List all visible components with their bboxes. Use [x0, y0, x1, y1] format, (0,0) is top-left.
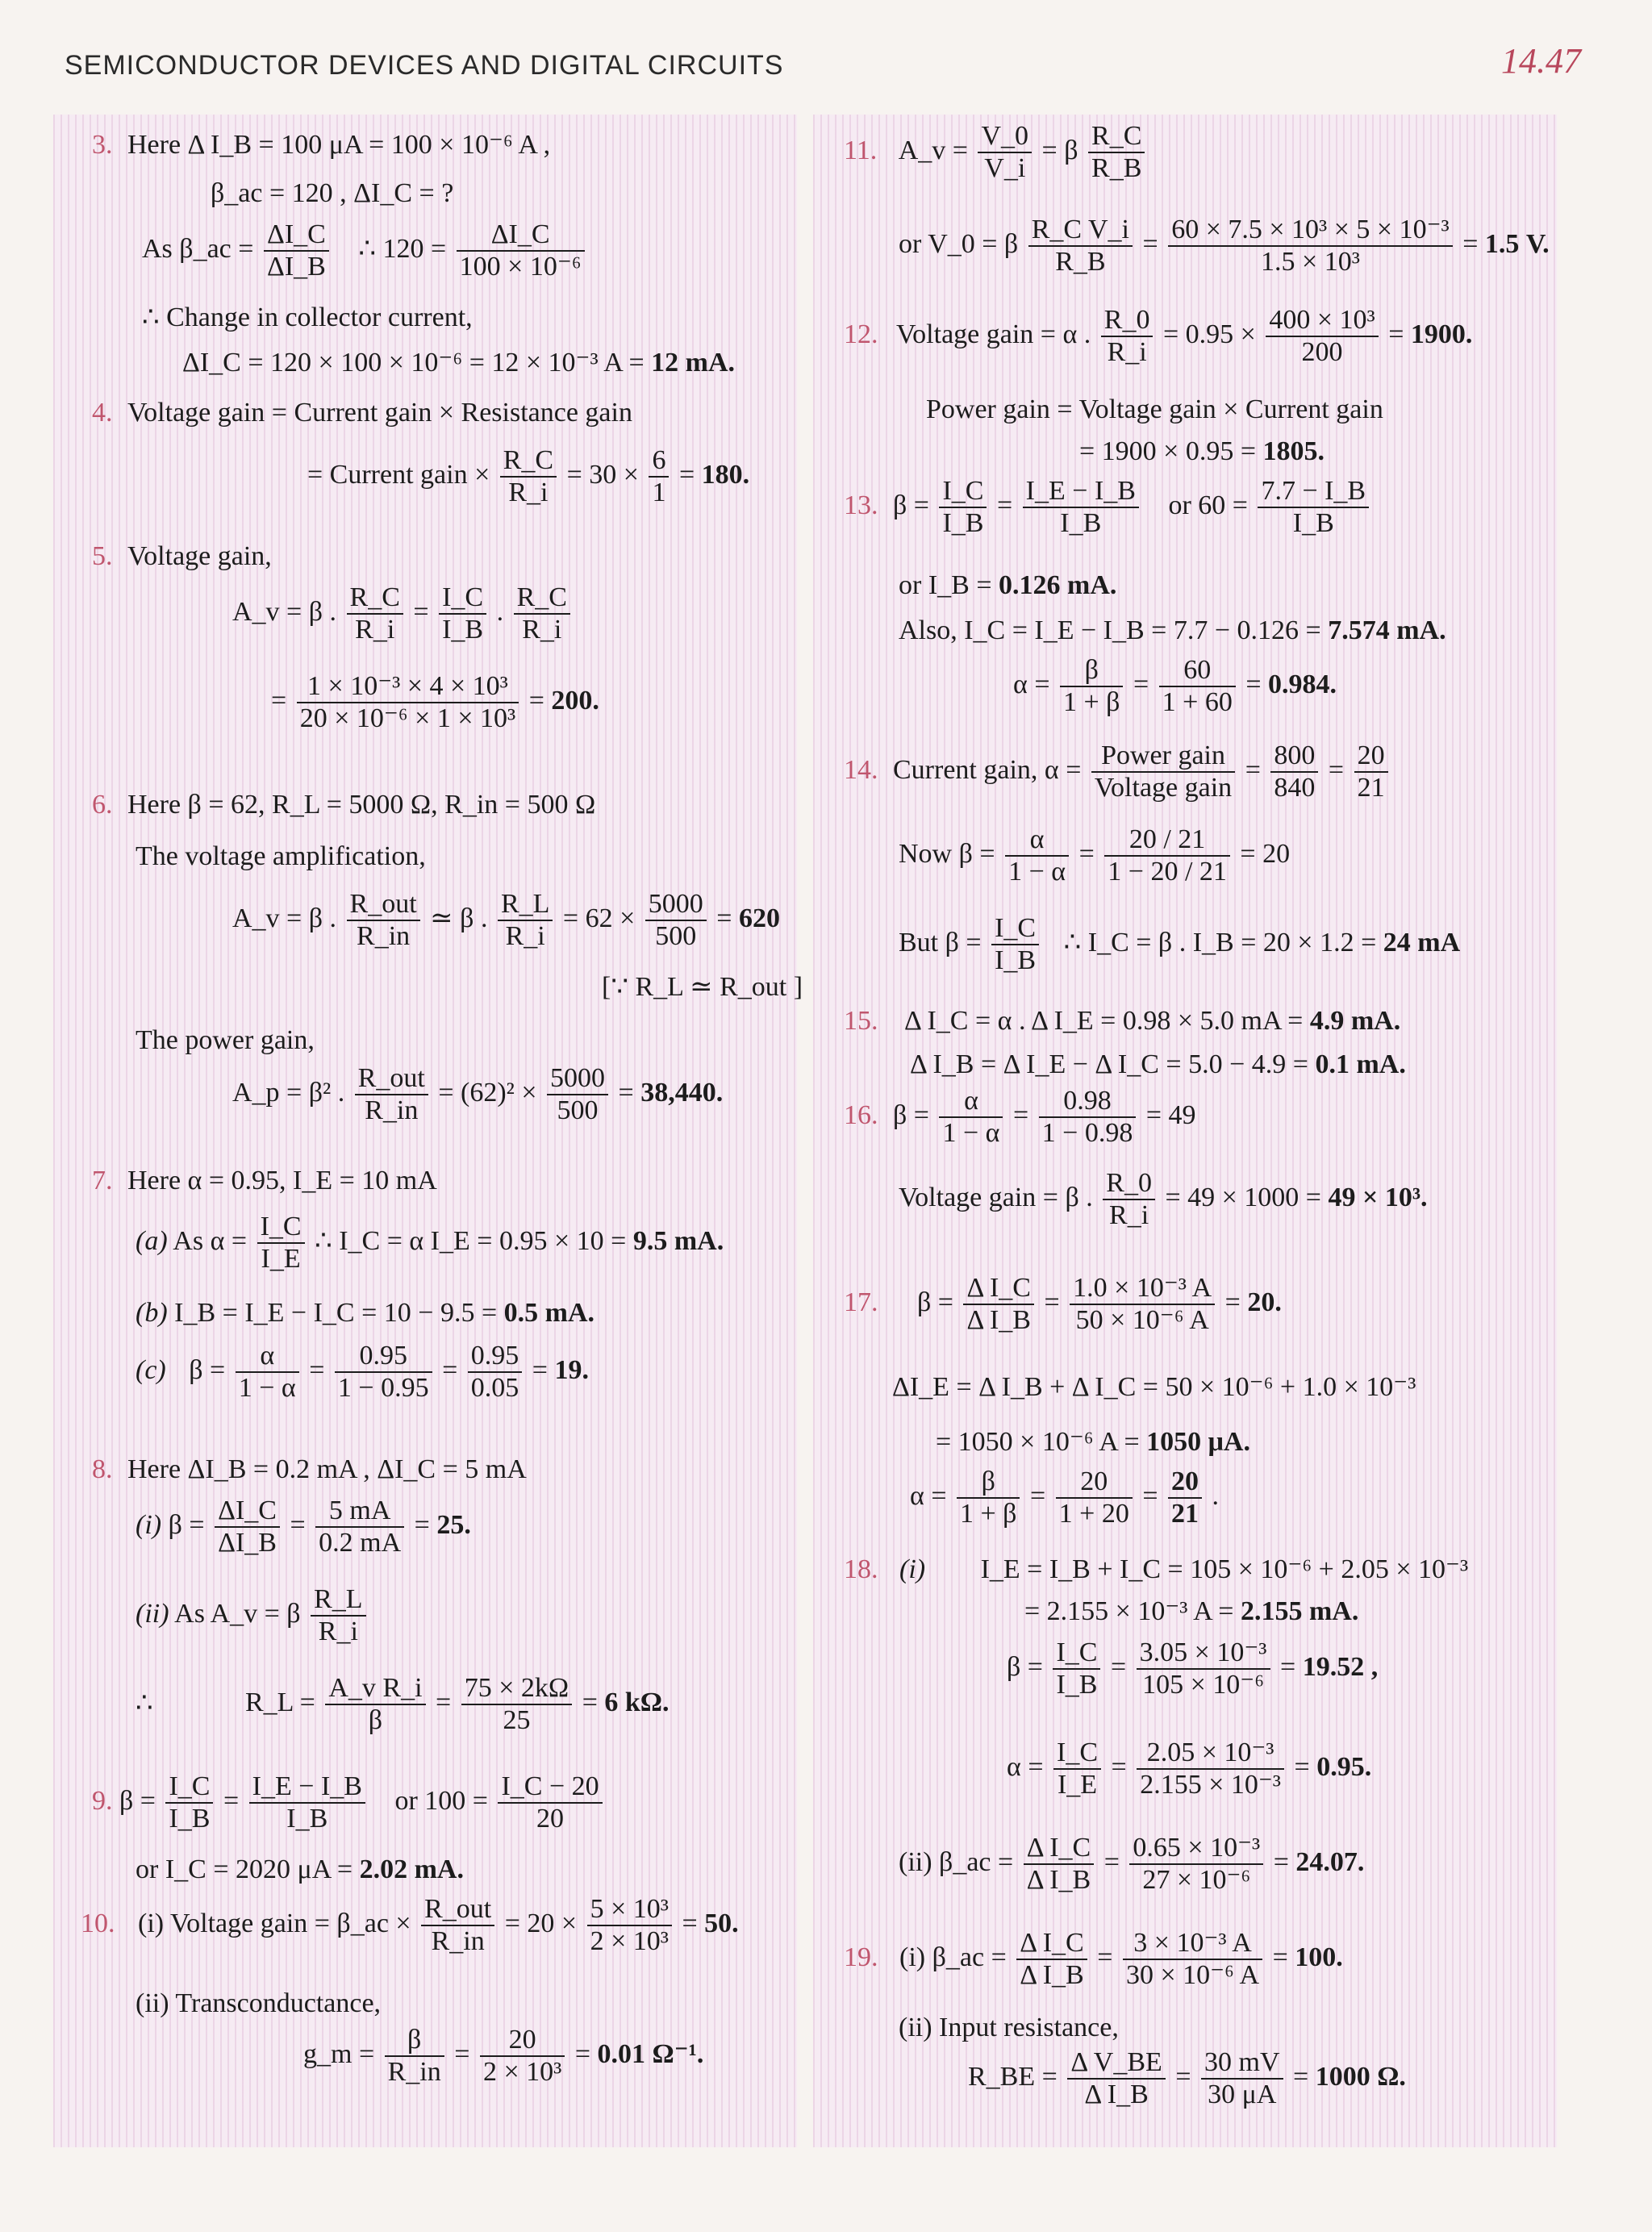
- problem-number: 17.: [844, 1287, 878, 1317]
- answer: 0.1 mA.: [1315, 1049, 1406, 1079]
- fraction: $\frac{R\_L}{R\_i}$: [498, 889, 553, 952]
- fraction: $\frac{I\_C}{I\_E}$: [1053, 1738, 1101, 1800]
- page-number: 14.47: [1501, 41, 1581, 81]
- solution-17-line-2: ΔI_E = Δ I_B + Δ I_C = 50 × 10⁻⁶ + 1.0 × 10⁻³: [892, 1372, 1416, 1402]
- fraction: $\frac{R\_0}{R\_i}$: [1103, 1168, 1155, 1231]
- solution-18-line-4: α = $\frac{I\_C}{I\_E}$ = $\frac{\text{2.05 × 10⁻³}}{\text{2.155 × 10⁻³}}$ = 0.95.: [1007, 1738, 1372, 1800]
- problem-number: 10.: [81, 1908, 115, 1938]
- fraction: $\frac{20}{21}$: [1354, 741, 1388, 803]
- answer: 49 × 10³.: [1328, 1182, 1428, 1212]
- fraction: $\frac{I\_C}{I\_E}$: [257, 1212, 305, 1275]
- running-head-title: SEMICONDUCTOR DEVICES AND DIGITAL CIRCUITS: [65, 50, 784, 81]
- problem-number: 12.: [844, 319, 878, 349]
- solution-6-line-5: A_p = β² . R_out R_in = (62)² × $\frac{5000}{500}$ = 38,440.: [232, 1063, 724, 1125]
- fraction: $\frac{5000}{500}$: [547, 1063, 608, 1126]
- fraction: $\frac{I\_E - I\_B}{I\_B}$: [249, 1771, 365, 1834]
- answer: 7.574 mA.: [1328, 615, 1446, 645]
- fraction: $\frac{\text{3 × 10⁻³ A}}{\text{30 × 10⁻⁶ A}}$: [1123, 1928, 1262, 1991]
- solution-16-line-2: Voltage gain = β . $\frac{R\_0}{R\_i}$ = 49 × 1000 = 49 × 10³.: [899, 1168, 1428, 1230]
- fraction: $\frac{\Delta I\_C}{\Delta I\_B}$: [264, 219, 329, 282]
- fraction: $\frac{6}{1}$: [649, 445, 669, 508]
- solution-19-part-ii: (ii) Input resistance,: [899, 2013, 1119, 2042]
- fraction: $\frac{\Delta I\_C}{\text{100 × 10⁻⁶}}$: [457, 219, 585, 282]
- left-column: [53, 115, 803, 2147]
- solution-16-line-1: 16. β = $\frac{\alpha}{1 - \alpha}$ = $\frac{0.98}{1 - 0.98}$ = 49: [844, 1086, 1196, 1148]
- fraction: $\frac{20 / 21}{1 - 20 / 21}$: [1104, 824, 1230, 887]
- solution-9-line-2: or I_C = 2020 μA = 2.02 mA.: [136, 1854, 464, 1884]
- fraction: $\frac{I\_C}{I\_B}$: [165, 1771, 213, 1834]
- answer: 0.5 mA.: [503, 1298, 595, 1328]
- solution-11-line-1: 11. A_v = $\frac{V\_0}{V\_i}$ = β $\frac{R\_C}{R\_B}$: [844, 121, 1148, 184]
- problem-number: 16.: [844, 1099, 878, 1130]
- fraction: $\frac{\alpha}{1 - \alpha}$: [939, 1086, 1003, 1149]
- solution-6-line-4: The power gain,: [136, 1025, 315, 1055]
- solution-17-line-3: = 1050 × 10⁻⁶ A = 1050 μA.: [936, 1427, 1250, 1457]
- solution-8-therefore: ∴: [136, 1688, 153, 1718]
- answer: 200.: [551, 685, 599, 715]
- solution-14-line-1: 14. Current gain, α = Power gain Voltage gain = $\frac{800}{840}$ = $\frac{20}{21}$: [844, 741, 1391, 803]
- fraction: $\frac{I\_C - 20}{20}$: [498, 1771, 602, 1834]
- fraction: $\frac{75 \times 2k\Omega}{25}$: [461, 1673, 572, 1736]
- answer: 1050 μA.: [1146, 1427, 1250, 1457]
- fraction: $\frac{0.95}{1 - 0.95}$: [335, 1341, 432, 1404]
- solution-5-line-1: 5. Voltage gain,: [92, 541, 272, 571]
- solution-3-line-2: β_ac = 120 , ΔI_C = ?: [211, 178, 454, 208]
- solution-14-line-3: But β = $\frac{I\_C}{I\_B}$ ∴ I_C = β . I_B = 20 × 1.2 = 24 mA: [899, 913, 1461, 975]
- fraction: $\frac{I\_C}{I\_B}$: [439, 582, 486, 645]
- fraction: $\frac{\text{400 × 10³}}{200}$: [1266, 305, 1378, 368]
- solution-7-part-a: (a) As α = $\frac{I\_C}{I\_E}$ ∴ I_C = α I_E = 0.95 × 10 = 9.5 mA.: [136, 1212, 724, 1274]
- fraction: R_out R_in: [347, 889, 420, 952]
- solution-8-line-1: 8. Here ΔI_B = 0.2 mA , ΔI_C = 5 mA: [92, 1454, 527, 1484]
- fraction: $\frac{\Delta I\_C}{\Delta I\_B}$: [215, 1496, 280, 1558]
- solution-19-part-i: 19. (i) β_ac = $\frac{\text{Δ I\_C}}{\text{Δ I\_B}}$ = $\frac{\text{3 × 10⁻³ A}}{\text{30 × 10⁻⁶ A}}$ = 100.: [844, 1928, 1343, 1990]
- fraction: $\frac{\text{3.05 × 10⁻³}}{\text{105 × 10⁻⁶}}$: [1137, 1637, 1270, 1700]
- solution-7-part-c: (c) β = $\frac{\alpha}{1 - \alpha}$ = $\frac{0.95}{1 - 0.95}$ = $\frac{0.95}{0.05}$ = 19.: [136, 1341, 589, 1403]
- answer: 0.984.: [1268, 669, 1337, 699]
- fraction: $\frac{\beta}{1 + \beta}$: [957, 1466, 1020, 1529]
- fraction: $\frac{I\_C}{I\_B}$: [1053, 1637, 1100, 1700]
- fraction: $\frac{0.98}{1 - 0.98}$: [1039, 1086, 1137, 1149]
- solution-13-line-3: Also, I_C = I_E − I_B = 7.7 − 0.126 = 7.574 mA.: [899, 615, 1446, 645]
- fraction: $\frac{I\_C}{I\_B}$: [939, 476, 987, 539]
- fraction: $\frac{\text{60 × 7.5 × 10³ × 5 × 10⁻³}}{\text{1.5 × 10³}}$: [1168, 215, 1453, 277]
- fraction: $\frac{R\_0}{R\_i}$: [1101, 305, 1153, 368]
- fraction: $\frac{20}{21}$: [1168, 1466, 1202, 1529]
- answer: 2.02 mA.: [359, 1854, 464, 1884]
- solution-4-line-1: 4. Voltage gain = Current gain × Resistance gain: [92, 398, 632, 428]
- answer: 1805.: [1262, 436, 1325, 466]
- fraction: $\frac{5 mA}{0.2 mA}$: [315, 1496, 404, 1558]
- solution-5-line-2: A_v = β . $\frac{R\_C}{R\_i}$ = $\frac{I\_C}{I\_B}$ . $\frac{R\_C}{R\_i}$: [232, 582, 574, 645]
- fraction: $\frac{V\_0}{V\_i}$: [978, 121, 1032, 184]
- solution-18-part-ii: (ii) β_ac = $\frac{\text{Δ I\_C}}{\text{Δ I\_B}}$ = $\frac{\text{0.65 × 10⁻³}}{\text{27 × 10⁻⁶}}$ = 24.07.: [899, 1833, 1365, 1895]
- fraction: $\frac{30 mV}{30 \mu A}$: [1201, 2047, 1283, 2110]
- answer: 0.126 mA.: [999, 570, 1117, 600]
- solution-4-line-2: = Current gain × $\frac{R\_C}{R\_i}$ = 30 × $\frac{6}{1}$ = 180.: [307, 445, 750, 507]
- solution-6-line-2: The voltage amplification,: [136, 841, 426, 871]
- answer: 0.95.: [1316, 1751, 1372, 1782]
- solution-10-part-i: 10. (i) Voltage gain = β_ac × R_out R_in = 20 × $\frac{\text{5 × 10³}}{\text{2 × 10³}}$ = 50.: [81, 1894, 739, 1956]
- fraction: $\frac{R\_C}{R\_i}$: [347, 582, 403, 645]
- fraction: $\frac{R\_L}{R\_i}$: [311, 1584, 365, 1647]
- answer: 38,440.: [640, 1077, 724, 1108]
- problem-number: 9.: [92, 1785, 113, 1816]
- answer: 1.5 V.: [1484, 228, 1550, 259]
- answer: 2.155 mA.: [1240, 1596, 1359, 1626]
- fraction: $\frac{\text{Δ V\_BE}}{\text{Δ I\_B}}$: [1067, 2047, 1166, 2110]
- answer: 12 mA.: [651, 348, 736, 378]
- fraction: $\frac{\beta}{1 + \beta}$: [1060, 655, 1123, 718]
- solution-3-line-3: As β_ac = $\frac{\Delta I\_C}{\Delta I\_B}$ ∴ 120 = $\frac{\Delta I\_C}{\text{100 × 10⁻⁶}}$: [142, 219, 588, 282]
- solution-18-line-1: 18. (i) I_E = I_B + I_C = 105 × 10⁻⁶ + 2.05 × 10⁻³: [844, 1554, 1469, 1584]
- answer: 20.: [1247, 1287, 1282, 1317]
- problem-number: 14.: [844, 754, 878, 785]
- fraction: $\frac{\text{Δ I\_C}}{\text{Δ I\_B}}$: [1024, 1833, 1095, 1896]
- solution-15-line-1: 15. Δ I_C = α . Δ I_E = 0.98 × 5.0 mA = 4.9 mA.: [844, 1006, 1401, 1036]
- solution-19-line-rbe: R_BE = $\frac{\text{Δ V\_BE}}{\text{Δ I\_B}}$ = $\frac{30 mV}{30 \mu A}$ = 1000 Ω.: [968, 2047, 1406, 2109]
- fraction: $\frac{\text{5 × 10³}}{\text{2 × 10³}}$: [587, 1894, 672, 1957]
- answer: 100.: [1295, 1942, 1343, 1972]
- solution-11-line-2: or V_0 = β $\frac{\text{R\_C V\_i}}{R\_B}$ = $\frac{\text{60 × 7.5 × 10³ × 5 × 10⁻³}}{\text{1.5 × 10³}}$ = 1.5 V.: [899, 215, 1550, 277]
- solution-7-part-b: (b) I_B = I_E − I_C = 10 − 9.5 = 0.5 mA.: [136, 1298, 595, 1328]
- problem-number: 6.: [92, 790, 113, 820]
- solution-6-line-1: 6. Here β = 62, R_L = 5000 Ω, R_in = 500 Ω: [92, 790, 596, 820]
- solution-12-line-1: 12. Voltage gain = α . $\frac{R\_0}{R\_i}$ = 0.95 × $\frac{\text{400 × 10³}}{200}$ = 1900.: [844, 305, 1473, 367]
- solution-8-part-i: (i) β = $\frac{\Delta I\_C}{\Delta I\_B}$ = $\frac{5 mA}{0.2 mA}$ = 25.: [136, 1496, 471, 1558]
- fraction: $\frac{7.7 - I\_B}{I\_B}$: [1258, 476, 1369, 539]
- solution-10-part-ii: (ii) Transconductance,: [136, 1988, 382, 2018]
- fraction: R_out R_in: [421, 1894, 494, 1957]
- answer: 0.01 Ω⁻¹.: [597, 2038, 704, 2069]
- answer: 24 mA: [1383, 927, 1461, 957]
- right-column: [813, 115, 1557, 2147]
- fraction: $\frac{20}{1 + 20}$: [1056, 1466, 1133, 1529]
- solution-12-line-2: Power gain = Voltage gain × Current gain: [926, 394, 1383, 424]
- problem-number: 8.: [92, 1454, 113, 1484]
- fraction: $\frac{60}{1 + 60}$: [1159, 655, 1236, 718]
- solution-6-line-3: A_v = β . R_out R_in ≃ β . $\frac{R\_L}{R\_i}$ = 62 × $\frac{5000}{500}$ = 620: [232, 889, 780, 951]
- solution-13-line-2: or I_B = 0.126 mA.: [899, 570, 1117, 600]
- answer: 9.5 mA.: [632, 1225, 724, 1256]
- fraction: $\frac{\text{1.0 × 10⁻³ A}}{\text{50 × 10⁻⁶ A}}$: [1070, 1273, 1215, 1336]
- fraction: R_out R_in: [355, 1063, 428, 1126]
- problem-number: 19.: [844, 1942, 878, 1972]
- solution-6-note: [∵ R_L ≃ R_out ]: [602, 972, 803, 1002]
- problem-number: 7.: [92, 1166, 113, 1195]
- answer: 1000 Ω.: [1315, 2061, 1406, 2092]
- fraction: $\frac{R\_C}{R\_i}$: [500, 445, 557, 508]
- solution-12-line-3: = 1900 × 0.95 = 1805.: [1079, 436, 1325, 466]
- solution-9-line-1: 9. β = $\frac{I\_C}{I\_B}$ = $\frac{I\_E - I\_B}{I\_B}$ or 100 = $\frac{I\_C - 20}{20}$: [92, 1771, 606, 1834]
- answer: 4.9 mA.: [1309, 1006, 1401, 1036]
- solution-17-line-4: α = $\frac{\beta}{1 + \beta}$ = $\frac{20}{1 + 20}$ = $\frac{20}{21}$ .: [910, 1466, 1220, 1529]
- answer: 620: [738, 903, 780, 933]
- solution-18-line-2: = 2.155 × 10⁻³ A = 2.155 mA.: [1024, 1596, 1359, 1626]
- problem-number: 15.: [844, 1006, 878, 1036]
- fraction: $\frac{\text{Δ I\_C}}{\text{Δ I\_B}}$: [1016, 1928, 1087, 1991]
- fraction: $\frac{800}{840}$: [1270, 741, 1318, 803]
- solution-5-line-3: = $\frac{\text{1 × 10⁻³ × 4 × 10³}}{\text{20 × 10⁻⁶ × 1 × 10³}}$ = 200.: [271, 671, 599, 733]
- problem-number: 5.: [92, 541, 113, 571]
- answer: 6 kΩ.: [604, 1687, 670, 1717]
- fraction: $\frac{R\_C}{R\_B}$: [1088, 121, 1145, 184]
- solution-13-line-4: α = $\frac{\beta}{1 + \beta}$ = $\frac{60}{1 + 60}$ = 0.984.: [1013, 655, 1337, 717]
- fraction: $\frac{I\_E - I\_B}{I\_B}$: [1023, 476, 1139, 539]
- solution-14-line-2: Now β = $\frac{\alpha}{1 - \alpha}$ = $\frac{20 / 21}{1 - 20 / 21}$ = 20: [899, 824, 1291, 887]
- fraction: $\frac{20}{\text{2 × 10³}}$: [480, 2025, 565, 2088]
- fraction: $\frac{\text{Δ I\_C}}{\text{Δ I\_B}}$: [963, 1273, 1034, 1336]
- problem-number: 3.: [92, 130, 113, 160]
- solution-13-line-1: 13. β = $\frac{I\_C}{I\_B}$ = $\frac{I\_E - I\_B}{I\_B}$ or 60 = $\frac{7.7 - I\_B}{I\_B}$: [844, 476, 1372, 539]
- answer: 24.07.: [1295, 1846, 1365, 1877]
- problem-number: 18.: [844, 1554, 878, 1584]
- solution-10-line-gm: g_m = $\frac{\beta}{R\_in}$ = $\frac{20}{\text{2 × 10³}}$ = 0.01 Ω⁻¹.: [303, 2025, 704, 2087]
- problem-number: 11.: [844, 135, 878, 165]
- fraction: $\frac{\text{A\_v R\_i}}{\beta}$: [325, 1673, 425, 1736]
- solution-8-line-r: R_L = $\frac{\text{A\_v R\_i}}{\beta}$ = $\frac{75 \times 2k\Omega}{25}$ = 6 kΩ.: [245, 1673, 670, 1735]
- problem-number: 4.: [92, 398, 113, 428]
- problem-number: 13.: [844, 490, 878, 520]
- solution-17-line-1: 17. β = $\frac{\text{Δ I\_C}}{\text{Δ I\_B}}$ = $\frac{\text{1.0 × 10⁻³ A}}{\text{50 × 10⁻⁶ A}}$ = 20.: [844, 1273, 1282, 1335]
- answer: 50.: [704, 1908, 739, 1938]
- solution-15-line-2: Δ I_B = Δ I_E − Δ I_C = 5.0 − 4.9 = 0.1 mA.: [910, 1049, 1406, 1079]
- fraction: $\frac{\alpha}{1 - \alpha}$: [236, 1341, 299, 1404]
- fraction: $\frac{\alpha}{1 - \alpha}$: [1005, 824, 1069, 887]
- fraction: $\frac{I\_C}{I\_B}$: [991, 913, 1039, 976]
- fraction: Power gain Voltage gain: [1091, 741, 1235, 803]
- solution-18-line-3: β = $\frac{I\_C}{I\_B}$ = $\frac{\text{3.05 × 10⁻³}}{\text{105 × 10⁻⁶}}$ = 19.52 ,: [1007, 1637, 1379, 1700]
- page-header: [65, 40, 1581, 89]
- fraction: $\frac{\text{1 × 10⁻³ × 4 × 10³}}{\text{20 × 10⁻⁶ × 1 × 10³}}$: [297, 671, 519, 734]
- solution-3-line-4: ∴ Change in collector current,: [142, 302, 473, 332]
- solution-8-part-ii: (ii) As A_v = β $\frac{R\_L}{R\_i}$: [136, 1584, 369, 1647]
- answer: 1900.: [1410, 319, 1473, 349]
- solution-3-line-1: 3. Here Δ I_B = 100 μA = 100 × 10⁻⁶ A ,: [92, 130, 551, 160]
- fraction: $\frac{5000}{500}$: [645, 889, 707, 952]
- fraction: $\frac{R\_C}{R\_i}$: [514, 582, 570, 645]
- fraction: $\frac{0.95}{0.05}$: [468, 1341, 523, 1404]
- answer: 180.: [701, 459, 750, 490]
- solution-3-line-5: ΔI_C = 120 × 100 × 10⁻⁶ = 12 × 10⁻³ A = 12 mA.: [182, 348, 736, 378]
- fraction: $\frac{\text{2.05 × 10⁻³}}{\text{2.155 × 10⁻³}}$: [1137, 1738, 1284, 1800]
- fraction: $\frac{\text{R\_C V\_i}}{R\_B}$: [1028, 215, 1133, 277]
- answer: 19.: [554, 1354, 589, 1385]
- answer: 19.52 ,: [1302, 1651, 1379, 1682]
- solution-7-line-1: 7. Here α = 0.95, I_E = 10 mA: [92, 1166, 437, 1195]
- answer: 25.: [436, 1509, 471, 1540]
- fraction: $\frac{\text{0.65 × 10⁻³}}{\text{27 × 10⁻⁶}}$: [1129, 1833, 1263, 1896]
- fraction: $\frac{\beta}{R\_in}$: [385, 2025, 444, 2088]
